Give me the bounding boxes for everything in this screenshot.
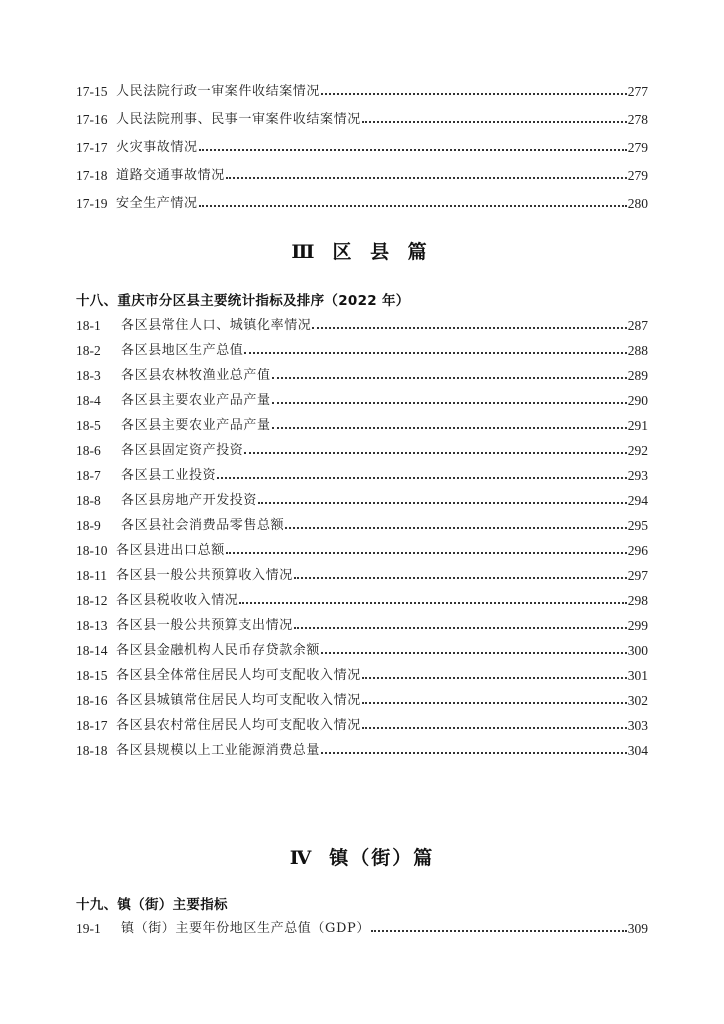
entry-number: 18-1 bbox=[76, 318, 101, 333]
entry-number: 17-19 bbox=[76, 196, 108, 211]
entry-title: 人民法院行政一审案件收结案情况 bbox=[116, 84, 321, 99]
toc-entry[interactable] bbox=[76, 138, 648, 158]
entry-number: 18-14 bbox=[76, 643, 108, 658]
dot-leader bbox=[217, 466, 627, 486]
entry-title: 各区县城镇常住居民人均可支配收入情况 bbox=[116, 693, 361, 708]
toc-entry[interactable] bbox=[76, 82, 648, 102]
toc-entry[interactable] bbox=[76, 466, 648, 486]
toc-entry[interactable] bbox=[76, 366, 648, 386]
entry-page: 302 bbox=[627, 693, 648, 708]
entry-number: 18-12 bbox=[76, 593, 108, 608]
entry-number: 18-6 bbox=[76, 443, 101, 458]
entry-number: 17-18 bbox=[76, 168, 108, 183]
entry-page: 292 bbox=[627, 443, 648, 458]
entry-page: 293 bbox=[627, 468, 648, 483]
dot-leader bbox=[226, 166, 627, 186]
entry-page: 289 bbox=[627, 368, 648, 383]
entry-title: 各区县工业投资 bbox=[121, 468, 217, 483]
entry-page: 294 bbox=[627, 493, 648, 508]
toc-entry[interactable] bbox=[76, 641, 648, 661]
entry-title: 各区县全体常住居民人均可支配收入情况 bbox=[116, 668, 361, 683]
entry-title: 各区县地区生产总值 bbox=[121, 343, 244, 358]
entry-title: 各区县金融机构人民币存贷款余额 bbox=[116, 643, 321, 658]
entry-number: 18-13 bbox=[76, 618, 108, 633]
toc-entry[interactable] bbox=[76, 591, 648, 611]
entry-title: 各区县社会消费品零售总额 bbox=[121, 518, 285, 533]
entry-number: 18-7 bbox=[76, 468, 101, 483]
part-title-text: 区 县 篇 bbox=[332, 241, 433, 263]
entry-page: 279 bbox=[627, 168, 648, 183]
entry-title: 人民法院刑事、民事一审案件收结案情况 bbox=[116, 112, 361, 127]
dot-leader bbox=[272, 416, 627, 436]
entry-title: 火灾事故情况 bbox=[116, 140, 198, 155]
entry-page: 280 bbox=[627, 196, 648, 211]
entry-page: 278 bbox=[627, 112, 648, 127]
entry-title: 镇（街）主要年份地区生产总值（GDP） bbox=[121, 921, 370, 936]
dot-leader bbox=[258, 491, 627, 511]
dot-leader bbox=[239, 591, 626, 611]
entry-page: 287 bbox=[627, 318, 648, 333]
chapter-heading-19[interactable]: 十九、镇（街）主要指标 bbox=[76, 897, 228, 913]
entry-title: 道路交通事故情况 bbox=[116, 168, 225, 183]
entry-page: 303 bbox=[627, 718, 648, 733]
toc-entry[interactable] bbox=[76, 566, 648, 586]
toc-entry[interactable] bbox=[76, 666, 648, 686]
entry-number: 19-1 bbox=[76, 921, 101, 936]
dot-leader bbox=[362, 691, 627, 711]
entry-number: 17-17 bbox=[76, 140, 108, 155]
entry-page: 304 bbox=[627, 743, 648, 758]
part-title-3 bbox=[0, 237, 724, 264]
toc-entry[interactable] bbox=[76, 491, 648, 511]
toc-entry[interactable] bbox=[76, 316, 648, 336]
entry-number: 18-3 bbox=[76, 368, 101, 383]
entry-title: 各区县主要农业产品产量 bbox=[121, 418, 271, 433]
entry-number: 18-2 bbox=[76, 343, 101, 358]
toc-entry[interactable] bbox=[76, 194, 648, 214]
entry-title: 各区县一般公共预算支出情况 bbox=[116, 618, 293, 633]
dot-leader bbox=[362, 666, 627, 686]
part-roman-numeral: Ⅳ bbox=[289, 848, 312, 869]
toc-entry[interactable] bbox=[76, 341, 648, 361]
entry-page: 300 bbox=[627, 643, 648, 658]
dot-leader bbox=[312, 316, 626, 336]
toc-entry[interactable] bbox=[76, 416, 648, 436]
dot-leader bbox=[272, 366, 627, 386]
entry-number: 18-9 bbox=[76, 518, 101, 533]
dot-leader bbox=[371, 919, 627, 939]
dot-leader bbox=[362, 716, 627, 736]
toc-entry[interactable] bbox=[76, 716, 648, 736]
entry-number: 18-18 bbox=[76, 743, 108, 758]
dot-leader bbox=[321, 741, 627, 761]
entry-title: 各区县进出口总额 bbox=[116, 543, 225, 558]
entry-page: 290 bbox=[627, 393, 648, 408]
entry-number: 18-16 bbox=[76, 693, 108, 708]
toc-entry[interactable] bbox=[76, 541, 648, 561]
dot-leader bbox=[272, 391, 627, 411]
entry-page: 309 bbox=[627, 921, 648, 936]
entry-title: 各区县规模以上工业能源消费总量 bbox=[116, 743, 321, 758]
entry-number: 18-11 bbox=[76, 568, 107, 583]
entry-title: 安全生产情况 bbox=[116, 196, 198, 211]
entry-title: 各区县常住人口、城镇化率情况 bbox=[121, 318, 312, 333]
toc-entry[interactable] bbox=[76, 391, 648, 411]
dot-leader bbox=[226, 541, 627, 561]
toc-entry[interactable] bbox=[76, 166, 648, 186]
entry-number: 18-17 bbox=[76, 718, 108, 733]
dot-leader bbox=[285, 516, 627, 536]
entry-page: 295 bbox=[627, 518, 648, 533]
dot-leader bbox=[244, 441, 626, 461]
toc-entry[interactable] bbox=[76, 691, 648, 711]
entry-page: 277 bbox=[627, 84, 648, 99]
entry-title: 各区县农林牧渔业总产值 bbox=[121, 368, 271, 383]
entry-number: 18-15 bbox=[76, 668, 108, 683]
dot-leader bbox=[199, 138, 627, 158]
entry-page: 298 bbox=[627, 593, 648, 608]
part-title-text: 镇（街）篇 bbox=[329, 847, 435, 869]
entry-page: 291 bbox=[627, 418, 648, 433]
entry-title: 各区县农村常住居民人均可支配收入情况 bbox=[116, 718, 361, 733]
dot-leader bbox=[199, 194, 627, 214]
toc-entry[interactable] bbox=[76, 110, 648, 130]
dot-leader bbox=[362, 110, 627, 130]
toc-entry[interactable] bbox=[76, 741, 648, 761]
entry-page: 288 bbox=[627, 343, 648, 358]
entry-title: 各区县主要农业产品产量 bbox=[121, 393, 271, 408]
toc-entry[interactable] bbox=[76, 516, 648, 536]
dot-leader bbox=[244, 341, 626, 361]
entry-page: 296 bbox=[627, 543, 648, 558]
entry-page: 279 bbox=[627, 140, 648, 155]
entry-page: 299 bbox=[627, 618, 648, 633]
entry-page: 301 bbox=[627, 668, 648, 683]
entry-number: 18-10 bbox=[76, 543, 108, 558]
entry-number: 17-16 bbox=[76, 112, 108, 127]
entry-number: 18-4 bbox=[76, 393, 101, 408]
entry-number: 18-8 bbox=[76, 493, 101, 508]
toc-entry[interactable] bbox=[76, 616, 648, 636]
entry-title: 各区县房地产开发投资 bbox=[121, 493, 258, 508]
entry-number: 17-15 bbox=[76, 84, 108, 99]
toc-entry[interactable] bbox=[76, 441, 648, 461]
dot-leader bbox=[294, 616, 627, 636]
dot-leader bbox=[321, 641, 627, 661]
chapter-heading-18[interactable]: 十八、重庆市分区县主要统计指标及排序（2022 年） bbox=[76, 293, 410, 309]
dot-leader bbox=[321, 82, 627, 102]
toc-entry[interactable] bbox=[76, 919, 648, 939]
part-roman-numeral: Ⅲ bbox=[291, 242, 315, 263]
entry-title: 各区县税收收入情况 bbox=[116, 593, 239, 608]
entry-page: 297 bbox=[627, 568, 648, 583]
dot-leader bbox=[294, 566, 627, 586]
part-title-4 bbox=[0, 843, 724, 870]
entry-number: 18-5 bbox=[76, 418, 101, 433]
entry-title: 各区县固定资产投资 bbox=[121, 443, 244, 458]
entry-title: 各区县一般公共预算收入情况 bbox=[116, 568, 293, 583]
